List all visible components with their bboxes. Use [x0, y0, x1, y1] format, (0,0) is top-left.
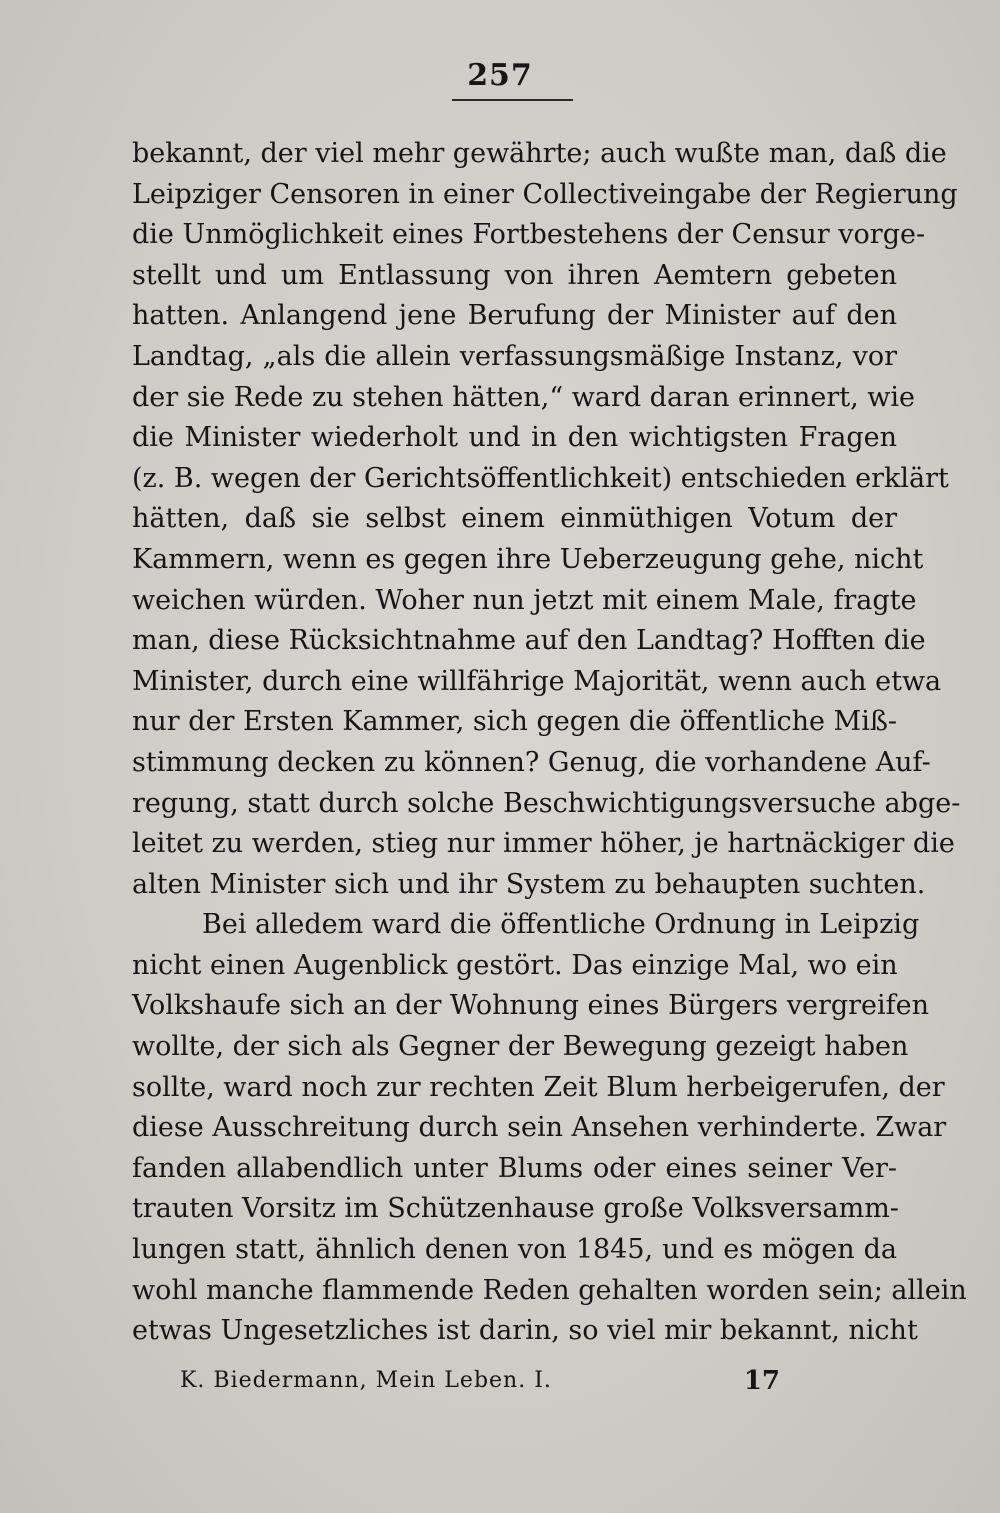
text-line: hatten. Anlangend jene Berufung der Minister auf den: [132, 300, 897, 332]
text-line: regung, statt durch solche Beschwichtigungsversuche abge-: [132, 787, 961, 819]
signature-mark: K. Biedermann, Mein Leben. I.: [180, 1368, 552, 1393]
text-line: etwas Ungesetzliches ist darin, so viel mir bekannt, nicht: [132, 1315, 918, 1347]
text-line: fanden allabendlich unter Blums oder eines seiner Ver-: [132, 1152, 897, 1184]
text-line: wohl manche flammende Reden gehalten worden sein; allein: [132, 1274, 967, 1306]
text-line: nicht einen Augenblick gestört. Das einzige Mal, wo ein: [132, 949, 898, 981]
header-rule: [452, 99, 573, 101]
text-line: Volkshaufe sich an der Wohnung eines Bürgers vergreifen: [132, 990, 930, 1022]
sheet-number: 17: [743, 1366, 780, 1396]
page-number: 257: [467, 58, 533, 93]
text-line: wollte, der sich als Gegner der Bewegung gezeigt haben: [132, 1031, 909, 1063]
text-line: lungen statt, ähnlich denen von 1845, und es mögen da: [132, 1234, 897, 1266]
text-line: Minister, durch eine willfährige Majorität, wenn auch etwa: [132, 665, 942, 697]
text-line: die Minister wiederholt und in den wichtigsten Fragen: [132, 422, 897, 454]
text-line: Landtag, „als die allein verfassungsmäßige Instanz, vor: [132, 340, 897, 372]
text-line: Leipziger Censoren in einer Collectiveingabe der Regierung: [132, 178, 958, 210]
body-text: [132, 134, 967, 1352]
text-line: nur der Ersten Kammer, sich gegen die öffentliche Miß-: [132, 706, 897, 738]
text-line: der sie Rede zu stehen hätten,“ ward daran erinnert, wie: [132, 381, 915, 413]
text-line: man, diese Rücksichtnahme auf den Landtag? Hofften die: [132, 625, 926, 657]
text-line: leitet zu werden, stieg nur immer höher, je hartnäckiger die: [132, 828, 955, 860]
text-line: weichen würden. Woher nun jetzt mit einem Male, fragte: [132, 584, 917, 616]
text-line: alten Minister sich und ihr System zu behaupten suchten.: [132, 868, 926, 900]
page-footer: [180, 1363, 780, 1399]
text-line: hätten, daß sie selbst einem einmüthigen Votum der: [132, 503, 897, 535]
text-line: sollte, ward noch zur rechten Zeit Blum herbeigerufen, der: [132, 1071, 945, 1103]
text-line: die Unmöglichkeit eines Fortbestehens der Censur vorge-: [132, 219, 926, 251]
text-line: stimmung decken zu können? Genug, die vorhandene Auf-: [132, 746, 931, 778]
text-line: Bei alledem ward die öffentliche Ordnung in Leipzig: [202, 909, 920, 941]
text-line: stellt und um Entlassung von ihren Aemtern gebeten: [132, 259, 897, 291]
text-line: bekannt, der viel mehr gewährte; auch wußte man, daß die: [132, 138, 947, 169]
text-line: Kammern, wenn es gegen ihre Ueberzeugung gehe, nicht: [132, 543, 924, 575]
text-line: (z. B. wegen der Gerichtsöffentlichkeit) entschieden erklärt: [132, 462, 949, 494]
text-line: trauten Vorsitz im Schützenhause große Volksversamm-: [132, 1193, 899, 1225]
text-line: diese Ausschreitung durch sein Ansehen verhinderte. Zwar: [132, 1112, 947, 1144]
